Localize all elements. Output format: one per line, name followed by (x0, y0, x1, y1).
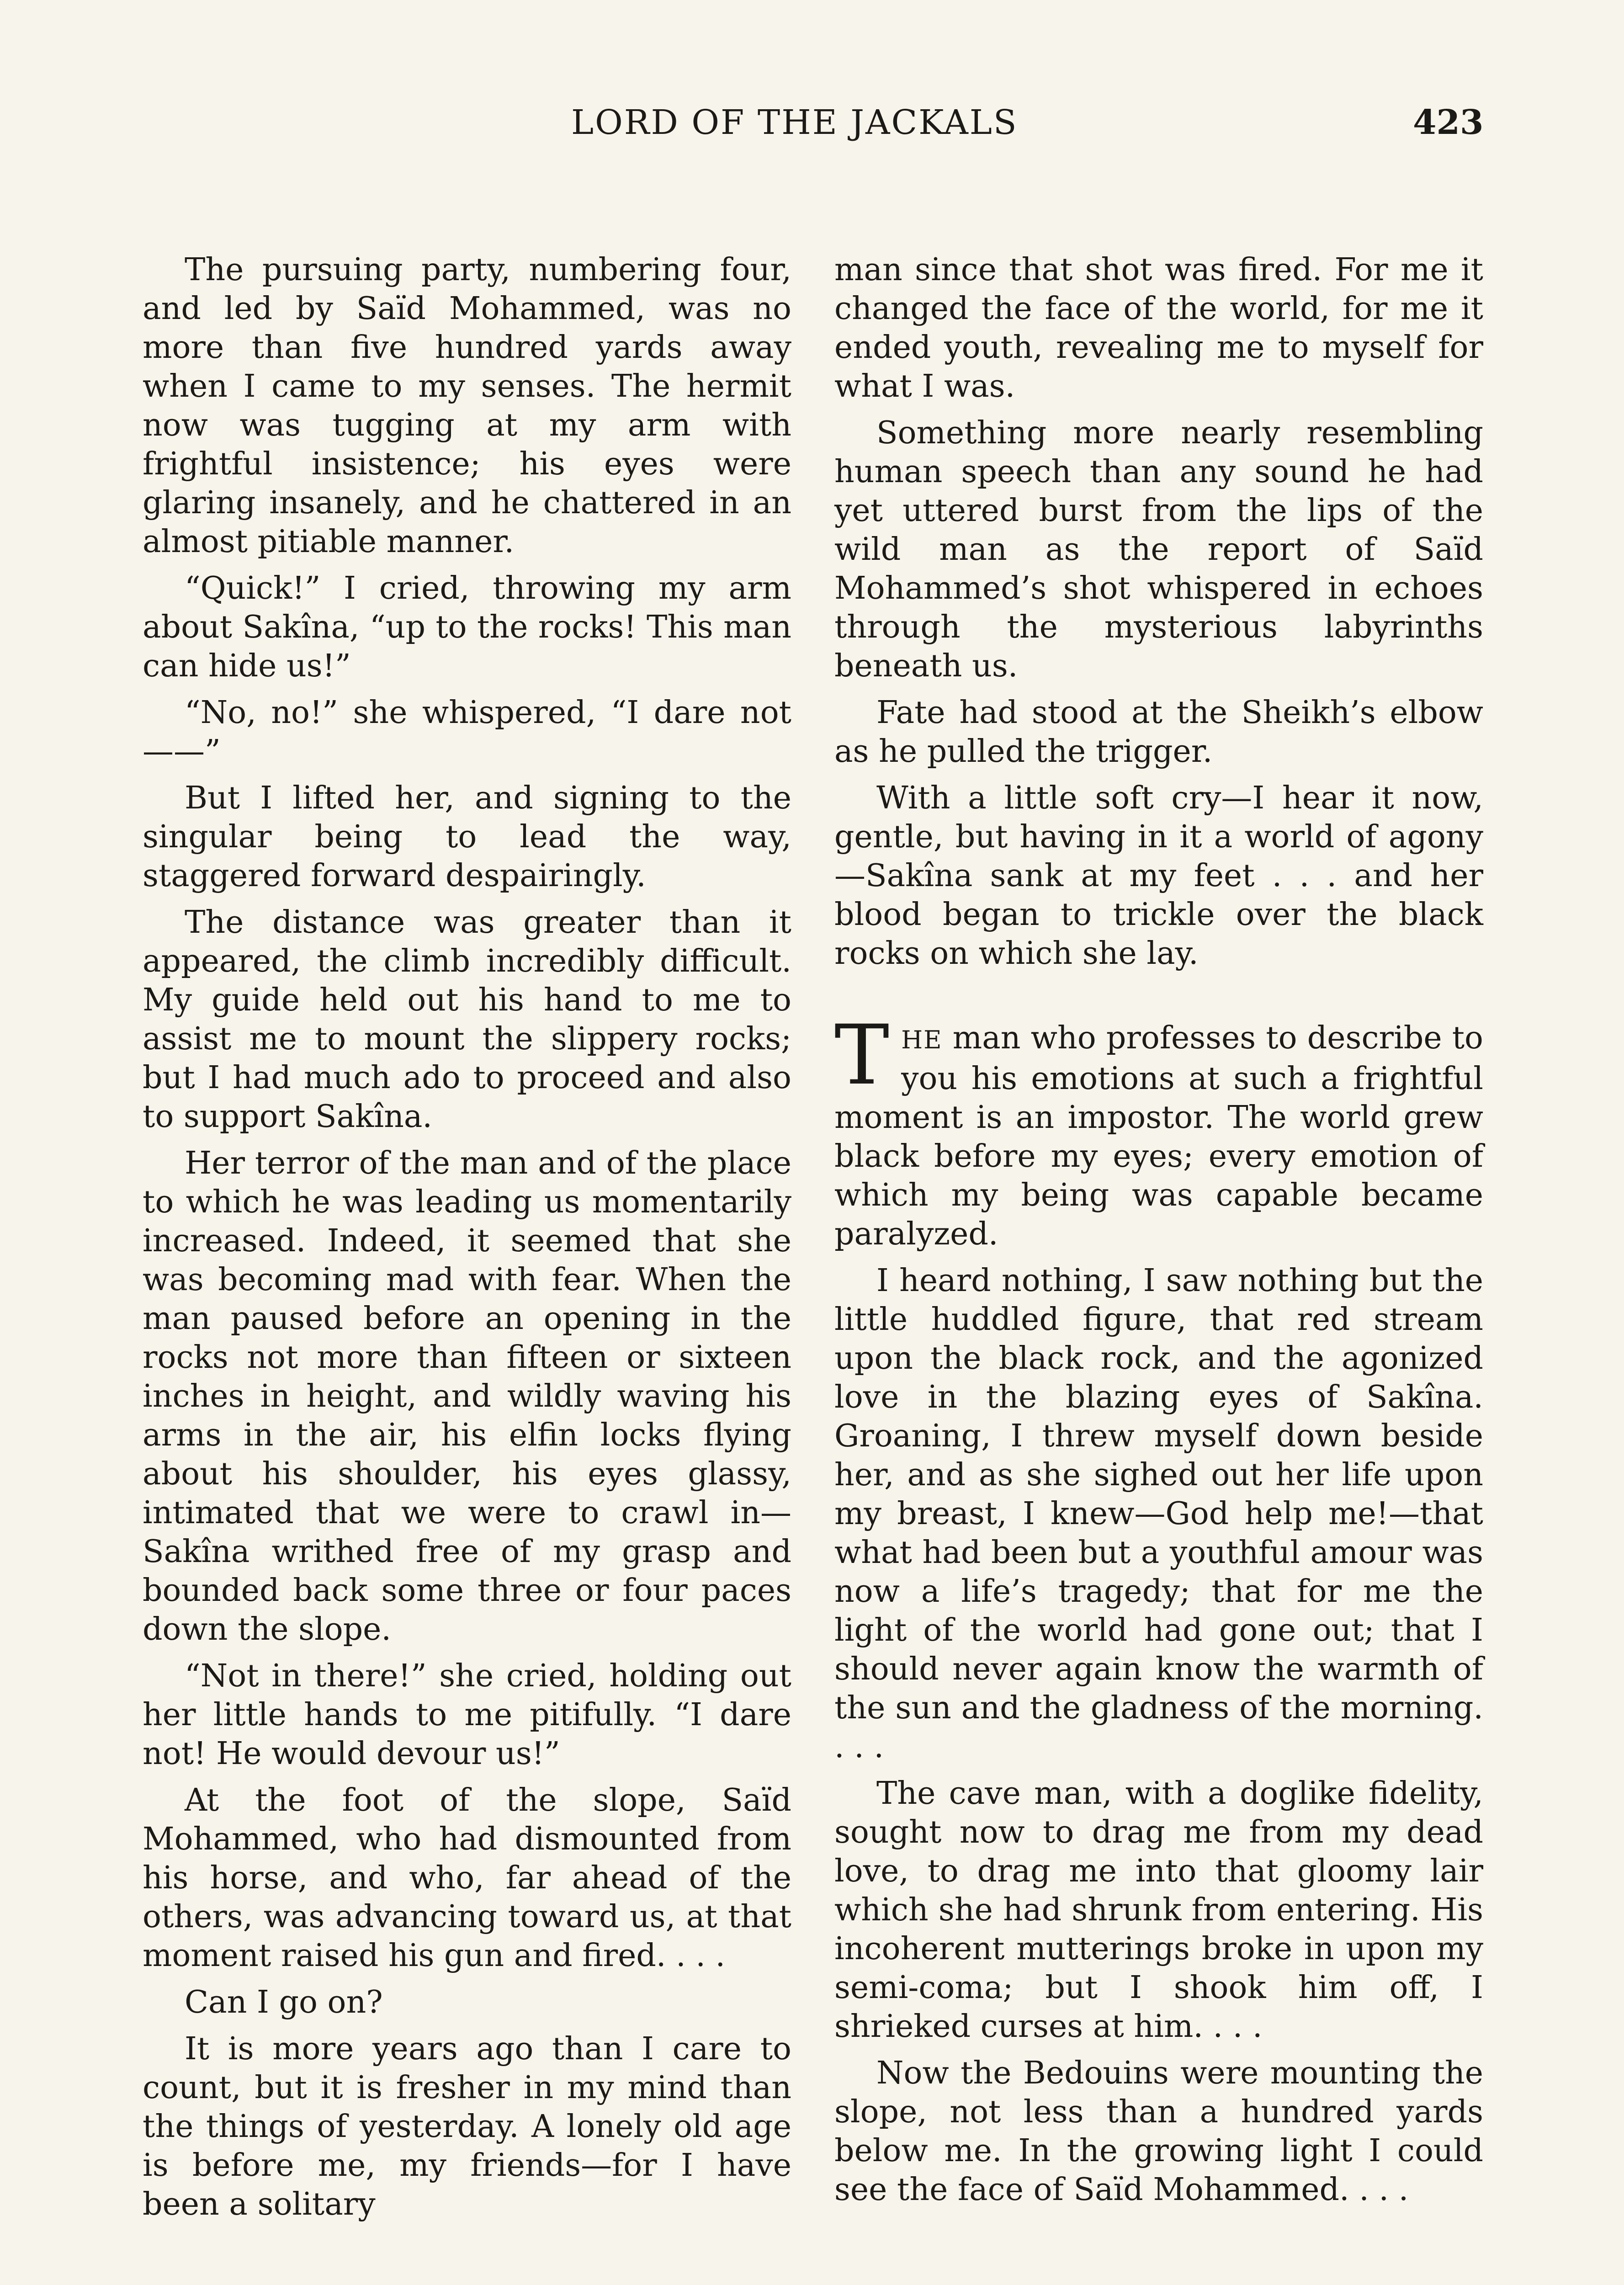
paragraph-continued: man since that shot was fired. For me it changed the face of the world, for me it ended youth, revealing me to myself for what I was. (834, 252, 1483, 404)
paragraph-text: man who professes to describe to you his emotions at such a frightful moment is an impostor. The world grew black before my eyes; every emotion of which my being was capable became paralyzed. (834, 1020, 1483, 1252)
paragraph: With a little soft cry—I hear it now, gentle, but having in it a world of agony—Sakîna sank at my feet . . . and her blood began to trickle over the black rocks on which she lay. (834, 780, 1483, 972)
paragraph: But I lifted her, and signing to the singular being to lead the way, staggered forward despairingly. (143, 780, 791, 894)
paragraph: “Quick!” I cried, throwing my arm about Sakîna, “up to the rocks! This man can hide us!” (143, 570, 791, 684)
paragraph: Something more nearly resembling human speech than any sound he had yet uttered burst from the lips of the wild man as the report of Saïd Mohammed’s shot whispered in echoes through the mysterious labyrinths beneath us. (834, 415, 1483, 684)
paragraph: “No, no!” she whispered, “I dare not——” (143, 695, 791, 770)
paragraph: Fate had stood at the Sheikh’s elbow as he pulled the trigger. (834, 695, 1483, 770)
left-column (143, 250, 791, 2232)
page-number: 423 (1413, 103, 1484, 142)
paragraph: At the foot of the slope, Saïd Mohammed, who had dismounted from his horse, and who, far ahead of the others, was advancing toward us, at that moment raised his gun and fired. . . . (143, 1782, 791, 1974)
paragraph: The cave man, with a doglike fidelity, sought now to drag me from my dead love, to drag me into that gloomy lair which she had shrunk from entering. His incoherent mutterings broke in upon my semi-coma; but I shook him off, I shrieked curses at him. . . . (834, 1775, 1483, 2045)
paragraph: “Not in there!” she cried, holding out her little hands to me pitifully. “I dare not! He would devour us!” (143, 1658, 791, 1772)
paragraph: Her terror of the man and of the place to which he was leading us momentarily increased. Indeed, it seemed that she was becoming mad with fear. When the man paused before an opening in the rocks not more than fifteen or sixteen inches in height, and wildly waving his arms in the air, his elfin locks flying about his shoulder, his eyes glassy, intimated that we were to crawl in—Sakîna writhed free of my grasp and bounded back some three or four paces down the slope. (143, 1145, 791, 1647)
paragraph: Can I go on? (185, 1984, 383, 2020)
paragraph: Now the Bedouins were mounting the slope, not less than a hundred yards below me. In the growing light I could see the face of Saïd Mohammed. . . . (834, 2055, 1483, 2208)
drop-cap: T (834, 1008, 890, 1103)
running-title: LORD OF THE JACKALS (571, 103, 1018, 142)
paragraph: I heard nothing, I saw nothing but the little huddled figure, that red stream upon the black rock, and the agonized love in the blazing eyes of Sakîna. Groaning, I threw myself down beside her, and as she sighed out her life upon my breast, I knew—God help me!—that what had been but a youthful amour was now a life’s tragedy; that for me the light of the world had gone out; that I should never again know the warmth of the sun and the gladness of the morning. . . . (834, 1263, 1483, 1765)
small-caps-lead: HE (901, 1026, 943, 1054)
page-header (0, 103, 1624, 158)
right-column (834, 250, 1483, 2217)
paragraph: The pursuing party, numbering four, and led by Saïd Mohammed, was no more than five hundred yards away when I came to my senses. The hermit now was tugging at my arm with frightful insistence; his eyes were glaring insanely, and he chattered in an almost pitiable manner. (143, 252, 791, 560)
paragraph: It is more years ago than I care to count, but it is fresher in my mind than the things of yesterday. A lonely old age is before me, my friends—for I have been a solitary (143, 2031, 791, 2222)
paragraph: The distance was greater than it appeared, the climb incredibly difficult. My guide held out his hand to me to assist me to mount the slippery rocks; but I had much ado to proceed and also to support Sakîna. (143, 904, 791, 1135)
section-opening-paragraph (834, 1008, 1483, 1254)
